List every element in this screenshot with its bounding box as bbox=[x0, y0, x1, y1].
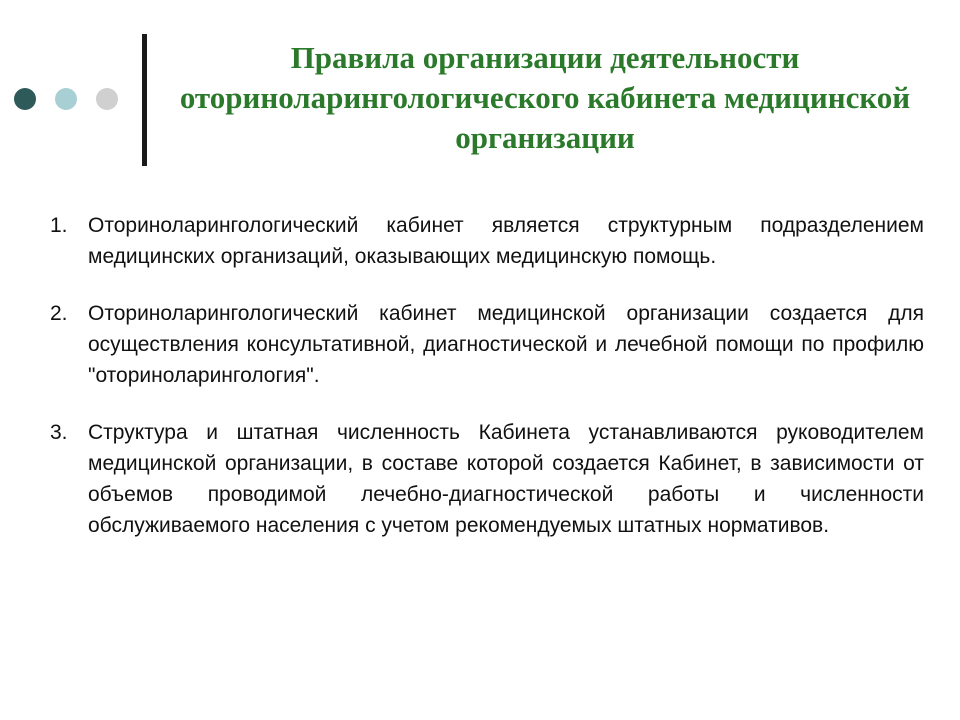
rule-number: 3. bbox=[50, 421, 68, 444]
gray-dot bbox=[96, 88, 118, 110]
slide-title: Правила организации деятельности оториноларингологического кабинета медицинской организации bbox=[179, 40, 911, 155]
rule-number: 2. bbox=[50, 302, 68, 325]
rule-item-3 bbox=[50, 417, 924, 541]
rule-item-2 bbox=[50, 298, 924, 391]
rule-item-1 bbox=[50, 210, 924, 272]
decorative-dots bbox=[14, 88, 118, 110]
title-divider bbox=[142, 34, 147, 166]
rule-number: 1. bbox=[50, 214, 68, 237]
rule-text: Оториноларингологический кабинет медицинской организации создается для осуществления консультативной, диагностической и лечебной помощи по профилю "оториноларингология". bbox=[88, 302, 924, 387]
rule-text: Структура и штатная численность Кабинета устанавливаются руководителем медицинской организации, в составе которой создается Кабинет, в зависимости от объемов проводимой лечебно-диагностической работы и численности обслуживаемого населения с учетом рекомендуемых штатных нормативов. bbox=[88, 421, 924, 537]
rules-list bbox=[50, 210, 924, 567]
rule-text: Оториноларингологический кабинет является структурным подразделением медицинских организаций, оказывающих медицинскую помощь. bbox=[88, 214, 924, 268]
dark-teal-dot bbox=[14, 88, 36, 110]
light-teal-dot bbox=[55, 88, 77, 110]
